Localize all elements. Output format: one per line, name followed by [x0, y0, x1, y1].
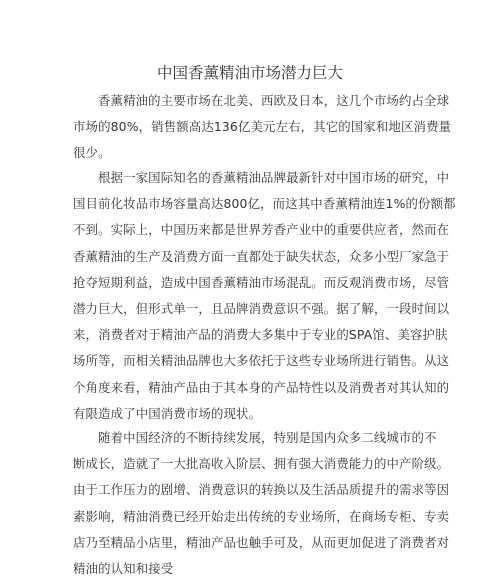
paragraph-line: 店乃至精品小店里，精油产品也触手可及，从而更加促进了消费者对 — [73, 534, 450, 550]
paragraph-line: 断成长，造就了一大批高收入阶层、拥有强大消费能力的中产阶级。 — [73, 456, 450, 472]
paragraph-line: 市场的80%，销售额高达136亿美元左右，其它的国家和地区消费量 — [73, 119, 452, 135]
paragraph-line: 有限造成了中国消费市场的现状。 — [73, 405, 262, 421]
paragraph-line: 根据一家国际知名的香薰精油品牌最新针对中国市场的研究，中 — [98, 170, 450, 185]
paragraph-line: 国目前化妆品市场容量高达800亿，而这其中香薰精油连1%的份额都 — [73, 196, 456, 212]
paragraph-1 — [73, 88, 452, 167]
paragraph-line: 素影响，精油消费已经开始走出传统的专业场所，在商场专柜、专卖 — [73, 508, 450, 524]
paragraph-line: 不到。实际上，中国历来都是世界芳香产业中的重要供应者，然而在 — [73, 222, 450, 238]
paragraph-line: 随着中国经济的不断持续发展，特别是国内众多二线城市的不 — [98, 430, 437, 445]
paragraph-2 — [73, 165, 456, 427]
paragraph-3 — [73, 425, 450, 576]
page-title: 中国香薰精油市场潜力巨大 — [156, 64, 343, 82]
paragraph-line: 精油的认知和接受 — [73, 560, 174, 576]
paragraph-line: 个角度来看，精油产品由于其本身的产品特性以及消费者对其认知的 — [73, 379, 450, 395]
paragraph-line: 场所等，而相关精油品牌也大多依托于这些专业场所进行销售。从这 — [73, 353, 450, 369]
paragraph-line: 来，消费者对于精油产品的消费大多集中于专业的SPA馆、美容护肤 — [73, 327, 448, 343]
paragraph-line: 很少。 — [73, 145, 111, 161]
paragraph-line: 潜力巨大，但形式单一，且品牌消费意识不强。据了解，一段时间以 — [73, 300, 450, 316]
paragraph-line: 抢夺短期利益，造成中国香薰精油市场混乱。而反观消费市场，尽管 — [73, 274, 450, 290]
paragraph-line: 香薰精油的主要市场在北美、西欧及日本，这几个市场约占全球 — [98, 93, 450, 108]
paragraph-line: 由于工作压力的剧增、消费意识的转换以及生活品质提升的需求等因 — [73, 482, 450, 498]
paragraph-line: 香薰精油的生产及消费方面一直都处于缺失状态，众多小型厂家急于 — [73, 248, 450, 264]
